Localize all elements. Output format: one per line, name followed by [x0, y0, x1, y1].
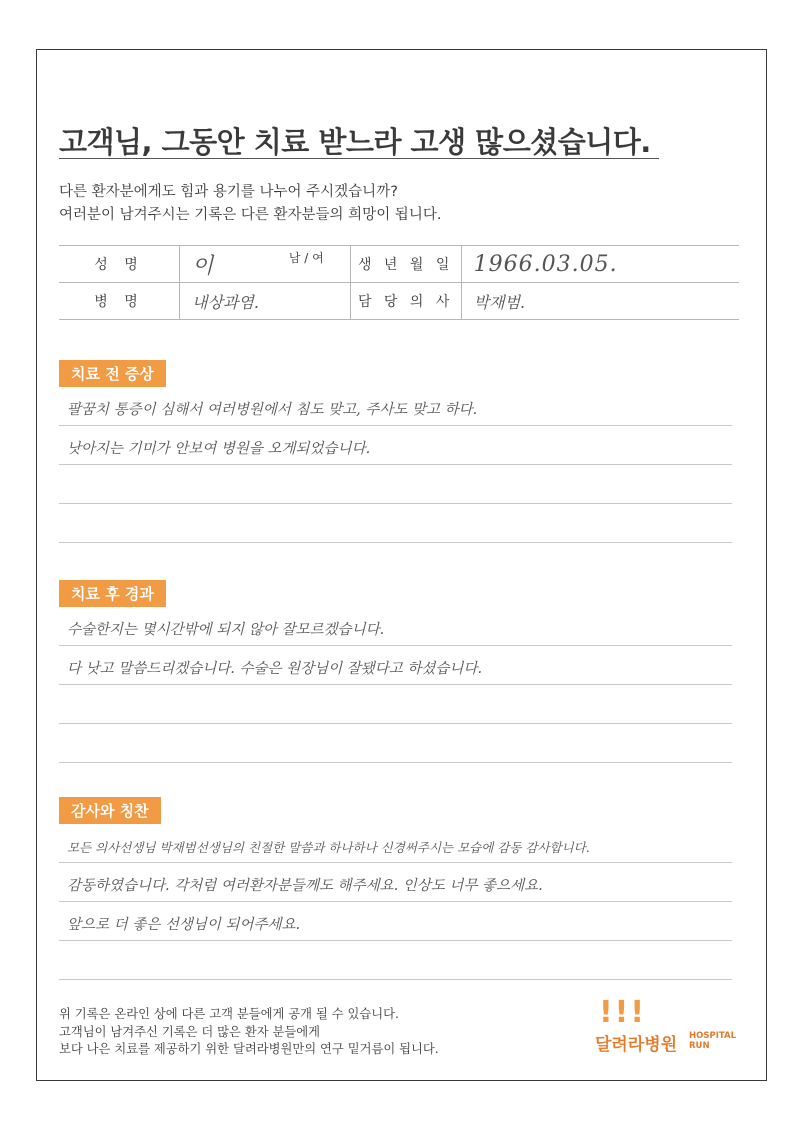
footer-line: 보다 나은 치료를 제공하기 위한 달려라병원만의 연구 밑거름이 됩니다. — [59, 1042, 439, 1056]
patient-info-table — [59, 245, 739, 320]
birth-value: 1966.03.05. — [473, 251, 618, 277]
doctor-field[interactable] — [461, 283, 739, 320]
section-badge: 치료 후 경과 — [59, 580, 166, 607]
gender-label: 남 / 여 — [288, 250, 324, 265]
logo-en-line: HOSPITAL — [689, 1031, 736, 1041]
text-line[interactable] — [59, 902, 732, 941]
section-badge: 치료 전 증상 — [59, 360, 166, 387]
doctor-value: 박재범. — [473, 292, 526, 312]
text-line[interactable] — [59, 724, 732, 763]
text-line[interactable] — [59, 607, 732, 646]
name-value: 이 — [192, 253, 215, 279]
line-text: 낫아지는 기미가 안보여 병원을 오게되었습니다. — [67, 441, 371, 457]
disease-label: 병 명 — [59, 283, 180, 320]
footer-notice — [59, 1006, 439, 1059]
line-text: 감동하였습니다. 각처럼 여러환자분들께도 해주세요. 인상도 너무 좋으세요. — [67, 878, 543, 894]
logo-en-line: RUN — [689, 1041, 710, 1051]
section-after-treatment — [59, 580, 732, 763]
footer-line: 위 기록은 온라인 상에 다른 고객 분들에게 공개 될 수 있습니다. — [59, 1007, 399, 1021]
line-text: 다 낫고 말씀드리겠습니다. 수술은 원장님이 잘됐다고 하셨습니다. — [67, 661, 483, 677]
subtitle-line: 여러분이 남겨주시는 기록은 다른 환자분들의 희망이 됩니다. — [59, 207, 442, 223]
form-subtitle — [59, 181, 441, 227]
text-line[interactable] — [59, 941, 732, 980]
text-line[interactable] — [59, 387, 732, 426]
text-line[interactable] — [59, 685, 732, 724]
footer-line: 고객님이 남겨주신 기록은 더 많은 환자 분들에게 — [59, 1024, 321, 1039]
feedback-form — [36, 49, 767, 1081]
line-text: 앞으로 더 좋은 선생님이 되어주세요. — [67, 917, 301, 933]
text-line[interactable] — [59, 824, 732, 863]
birth-field[interactable] — [461, 246, 739, 283]
line-text: 수술한지는 몇시간밖에 되지 않아 잘모르겠습니다. — [67, 622, 385, 638]
text-line[interactable] — [59, 863, 732, 902]
hospital-logo — [595, 995, 745, 1058]
text-line[interactable] — [59, 426, 732, 465]
disease-value: 내상과염. — [192, 292, 259, 312]
title-underline — [59, 158, 659, 159]
section-badge: 감사와 칭찬 — [59, 797, 161, 824]
disease-field[interactable] — [180, 283, 351, 320]
line-text: 팔꿈치 통증이 심해서 여러병원에서 침도 맞고, 주사도 맞고 하다. — [67, 402, 478, 418]
text-line[interactable] — [59, 504, 732, 543]
text-line[interactable] — [59, 465, 732, 504]
doctor-label: 담 당 의 사 — [350, 283, 461, 320]
exclamation-marks-icon: !!! — [599, 995, 647, 1030]
line-text: 모든 의사선생님 박재범선생님의 친절한 말씀과 하나하나 신경써주시는 모습에 감동 감사합니다. — [67, 840, 590, 855]
section-before-treatment — [59, 360, 732, 543]
section-thanks — [59, 797, 732, 980]
info-row — [59, 246, 739, 283]
logo-en — [689, 1031, 736, 1051]
name-field[interactable] — [180, 246, 351, 283]
form-title: 고객님, 그동안 치료 받느라 고생 많으셨습니다. — [59, 125, 651, 159]
birth-label: 생 년 월 일 — [350, 246, 461, 283]
logo-name: 달려라병원 — [595, 1035, 678, 1055]
info-row — [59, 283, 739, 320]
name-label: 성 명 — [59, 246, 180, 283]
subtitle-line: 다른 환자분에게도 힘과 용기를 나누어 주시겠습니까? — [59, 184, 398, 200]
text-line[interactable] — [59, 646, 732, 685]
